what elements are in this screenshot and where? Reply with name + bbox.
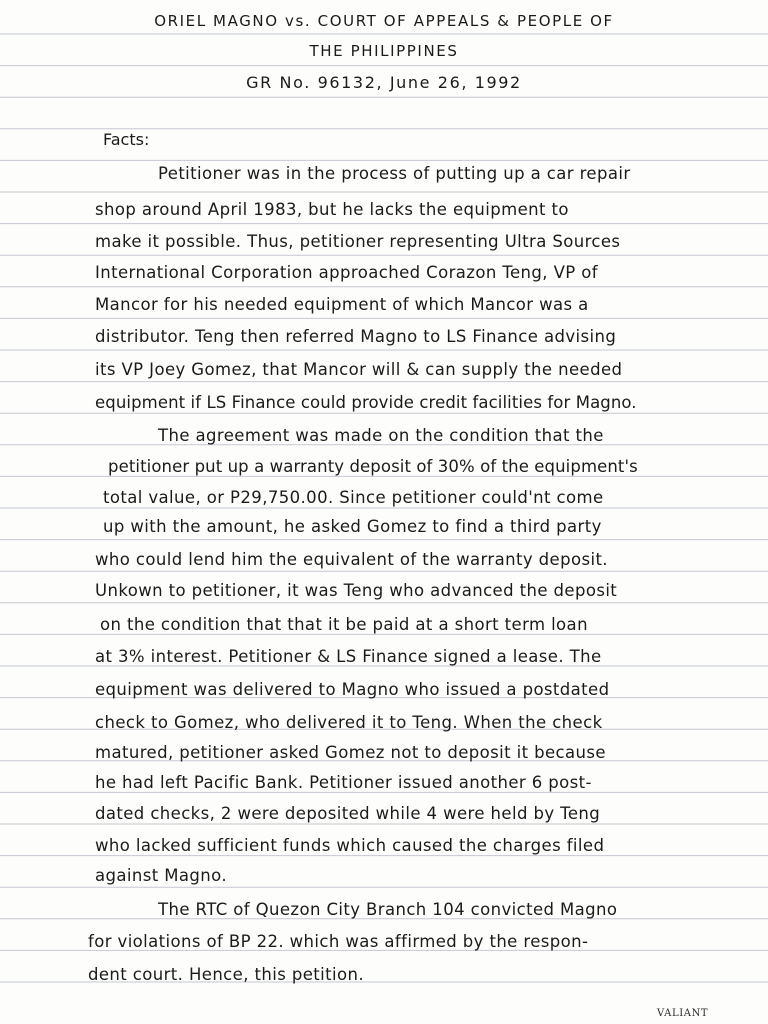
body-line: on the condition that that it be paid at a short term loan xyxy=(100,615,588,634)
body-line: Mancor for his needed equipment of which Mancor was a xyxy=(95,295,589,314)
body-line: Unkown to petitioner, it was Teng who advanced the deposit xyxy=(95,581,618,600)
body-line: International Corporation approached Corazon Teng, VP of xyxy=(95,263,598,282)
body-line: check to Gomez, who delivered it to Teng. When the check xyxy=(95,713,603,732)
facts-heading: Facts: xyxy=(103,130,150,149)
body-line: its VP Joey Gomez, that Mancor will & can supply the needed xyxy=(95,360,623,379)
case-citation: GR No. 96132, June 26, 1992 xyxy=(246,73,522,92)
body-line: at 3% interest. Petitioner & LS Finance signed a lease. The xyxy=(95,647,602,666)
body-line: petitioner put up a warranty deposit of 30% of the equipment's xyxy=(108,457,638,476)
body-line: who lacked sufficient funds which caused the charges filed xyxy=(95,836,605,855)
body-line: dated checks, 2 were deposited while 4 were held by Teng xyxy=(95,804,601,823)
body-line: dent court. Hence, this petition. xyxy=(88,965,364,984)
body-line: The RTC of Quezon City Branch 104 convicted Magno xyxy=(158,900,618,919)
notebook-brand-mark: VALIANT xyxy=(657,1008,709,1019)
body-line: make it possible. Thus, petitioner representing Ultra Sources xyxy=(95,232,621,251)
body-line: who could lend him the equivalent of the warranty deposit. xyxy=(95,550,608,569)
body-line: matured, petitioner asked Gomez not to deposit it because xyxy=(95,743,606,762)
body-line: against Magno. xyxy=(95,866,227,885)
body-line: equipment was delivered to Magno who issued a postdated xyxy=(95,680,610,699)
body-line: for violations of BP 22. which was affirmed by the respon- xyxy=(88,932,589,951)
body-line: equipment if LS Finance could provide credit facilities for Magno. xyxy=(95,393,637,412)
case-title-line-1: ORIEL MAGNO vs. COURT OF APPEALS & PEOPLE OF xyxy=(154,12,614,30)
body-line: he had left Pacific Bank. Petitioner issued another 6 post- xyxy=(95,773,592,792)
body-line: up with the amount, he asked Gomez to find a third party xyxy=(103,517,602,536)
body-line: The agreement was made on the condition that the xyxy=(158,426,604,445)
body-line: total value, or P29,750.00. Since petitioner could'nt come xyxy=(103,488,604,507)
body-line: Petitioner was in the process of putting up a car repair xyxy=(158,164,631,183)
case-title-line-2: THE PHILIPPINES xyxy=(309,42,459,60)
body-line: shop around April 1983, but he lacks the equipment to xyxy=(95,200,569,219)
body-line: distributor. Teng then referred Magno to LS Finance advising xyxy=(95,327,617,346)
